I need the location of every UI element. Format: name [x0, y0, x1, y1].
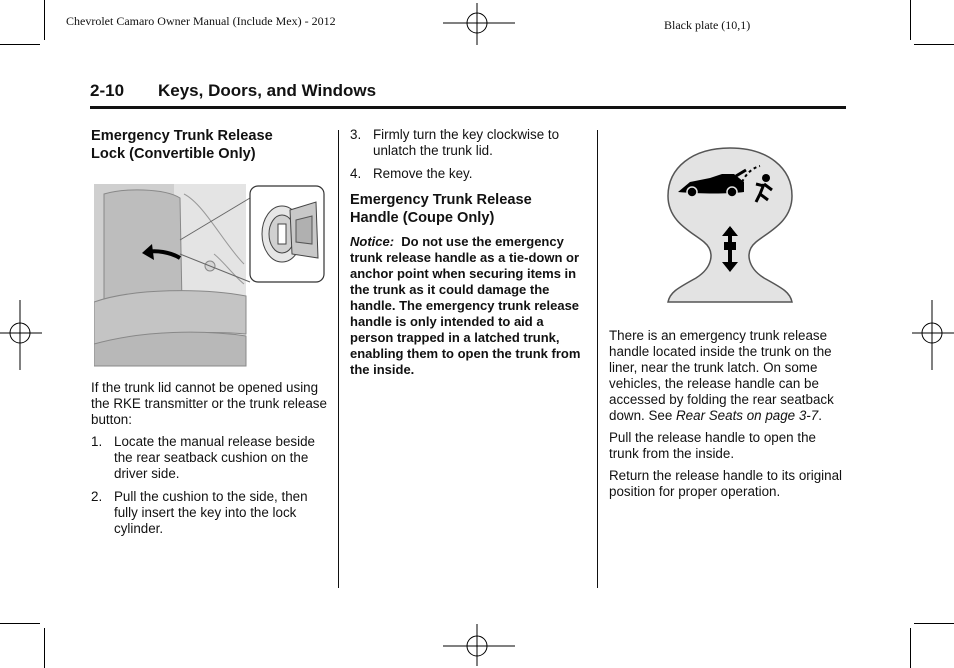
rear-seats-reference-link[interactable]: Rear Seats on page 3-7: [676, 408, 819, 423]
convertible-release-heading: Emergency Trunk Release Lock (Convertible Only): [91, 128, 273, 162]
handle-location-paragraph: There is an emergency trunk release handle located inside the trunk on the liner, near the trunk latch. On some vehicles, the release handle can be accessed by folding the rear seatback down. See Rear Seats on page 3-7.: [609, 328, 834, 423]
column-3: [609, 328, 849, 506]
print-header-plate: Black plate (10,1): [664, 18, 751, 32]
registration-mark-left: [0, 300, 42, 370]
list-item: 2. Pull the cushion to the side, then fully insert the key into the lock cylinder.: [91, 489, 308, 536]
trunk-intro-paragraph: If the trunk lid cannot be opened using the RKE transmitter or the trunk release button:: [91, 380, 327, 427]
pull-handle-paragraph: Pull the release handle to open the trunk from the inside.: [609, 430, 816, 461]
notice-paragraph: Notice: Do not use the emergency trunk release handle as a tie-down or anchor point when securing items in the trunk as it could damage the handle. The emergency trunk release handle is only intended to aid a person trapped in a latched trunk, enabling them to open the trunk from the inside.: [350, 234, 581, 377]
convertible-steps-continued: [350, 127, 588, 182]
page-number: 2-10: [90, 81, 125, 100]
column-rule-2: [597, 130, 598, 588]
page-header: [90, 80, 846, 109]
column-rule-1: [338, 130, 339, 588]
registration-mark-top: [443, 3, 515, 45]
registration-mark-right: [912, 300, 954, 370]
convertible-steps-list: [91, 434, 331, 537]
list-item: 3. Firmly turn the key clockwise to unlatch the trunk lid.: [350, 127, 560, 158]
section-title: Keys, Doors, and Windows: [158, 81, 377, 100]
registration-mark-bottom: [443, 624, 515, 666]
list-item: 4. Remove the key.: [350, 166, 473, 181]
column-1-body: [91, 380, 331, 544]
coupe-handle-heading: Emergency Trunk Release Handle (Coupe Only): [350, 192, 532, 226]
column-1: [91, 127, 331, 163]
convertible-seat-illustration: [94, 184, 326, 368]
list-item: 1. Locate the manual release beside the rear seatback cushion on the driver side.: [91, 434, 315, 481]
column-2: [350, 127, 588, 384]
notice-label: Notice:: [350, 234, 395, 249]
trunk-release-handle-illustration: [660, 146, 800, 306]
return-handle-paragraph: Return the release handle to its original position for proper operation.: [609, 468, 842, 499]
print-header-title: Chevrolet Camaro Owner Manual (Include Mex) - 2012: [66, 14, 336, 28]
